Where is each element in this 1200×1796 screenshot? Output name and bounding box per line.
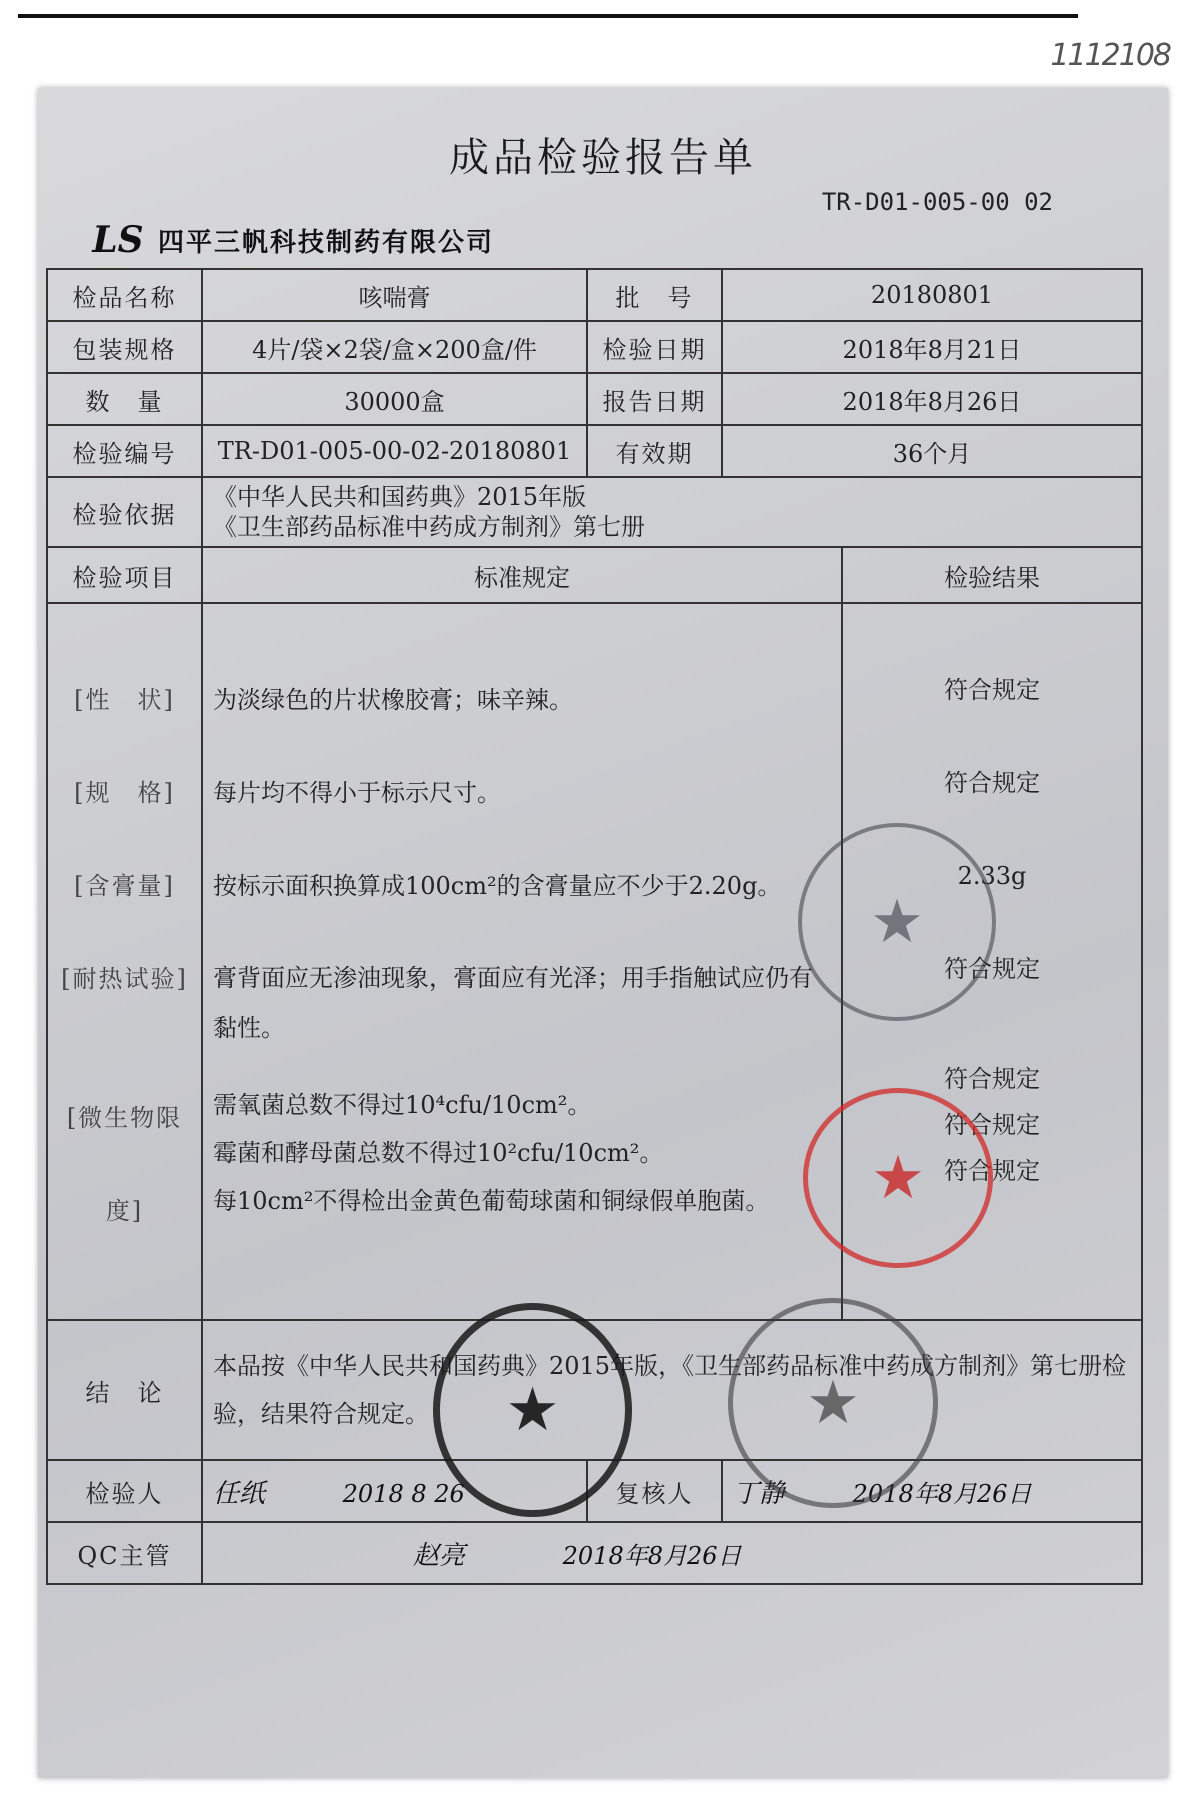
basis-line-1: 《中华人民共和国药典》2015年版 (213, 483, 587, 511)
item-standard: 为淡绿色的片状橡胶膏；味辛辣。 (213, 686, 573, 714)
inspector-date: 2018 8 26 (342, 1479, 465, 1508)
table-row (47, 373, 1142, 425)
qc-signature-cell (202, 1522, 1142, 1584)
quantity-value: 30000盒 (202, 373, 587, 425)
reviewer-signature-cell (722, 1460, 1142, 1522)
item-result: 2.33g (957, 862, 1027, 890)
inspector-signature: 任纸 (213, 1478, 266, 1509)
item-standard: 每片均不得小于标示尺寸。 (213, 779, 501, 807)
item-standards-cell (202, 603, 842, 1320)
form-number: TR-D01-005-00 02 (821, 188, 1053, 216)
star-icon: ★ (505, 1375, 560, 1445)
basis-line-2: 《卫生部药品标准中药成方制剂》第七册 (213, 513, 645, 541)
company-name: 四平三帆科技制药有限公司 (158, 227, 495, 258)
table-row (47, 477, 1142, 547)
table-row (47, 1460, 1142, 1522)
report-title: 成品检验报告单 (449, 135, 757, 181)
basis-label: 检验依据 (47, 477, 202, 547)
report-date-value: 2018年8月26日 (722, 373, 1142, 425)
item-result: 符合规定 (944, 1111, 1040, 1139)
item-name: [微生物限度] (66, 1104, 183, 1225)
column-header-standard: 标准规定 (202, 547, 842, 603)
items-row (47, 603, 1142, 1320)
microbial-line: 霉菌和酵母菌总数不得过10²cfu/10cm²。 (213, 1139, 664, 1167)
inspector-label: 检验人 (47, 1460, 202, 1522)
microbial-line: 需氧菌总数不得过10⁴cfu/10cm²。 (213, 1091, 592, 1119)
company-header (88, 216, 494, 264)
column-header-item: 检验项目 (47, 547, 202, 603)
table-row (47, 321, 1142, 373)
item-results-cell (842, 603, 1142, 1320)
inspect-date-label: 检验日期 (587, 321, 722, 373)
table-row (47, 1320, 1142, 1460)
inspect-date-value: 2018年8月21日 (722, 321, 1142, 373)
inspection-table (46, 268, 1143, 1585)
item-name: [性 状] (74, 686, 175, 714)
qc-signature: 赵亮 (413, 1540, 466, 1571)
product-name-label: 检品名称 (47, 269, 202, 321)
scan-top-line (18, 14, 1078, 18)
company-logo: LS (92, 219, 144, 261)
item-standard: 按标示面积换算成100cm²的含膏量应不少于2.20g。 (213, 872, 782, 900)
microbial-line: 每10cm²不得检出金黄色葡萄球菌和铜绿假单胞菌。 (213, 1187, 770, 1215)
inspector-signature-cell (202, 1460, 587, 1522)
package-spec-value: 4片/袋×2袋/盒×200盒/件 (202, 321, 587, 373)
column-header-result: 检验结果 (842, 547, 1142, 603)
qc-date: 2018年8月26日 (562, 1541, 742, 1570)
reviewer-date: 2018年8月26日 (852, 1479, 1032, 1508)
item-standard: 膏背面应无渗油现象，膏面应有光泽；用手指触试应仍有黏性。 (213, 964, 813, 1042)
item-result: 符合规定 (944, 955, 1040, 983)
microbial-results (853, 1056, 1131, 1194)
star-icon: ★ (870, 887, 924, 957)
report-date-label: 报告日期 (587, 373, 722, 425)
item-names-cell (47, 603, 202, 1320)
product-name-value: 咳喘膏 (202, 269, 587, 321)
conclusion-label: 结 论 (47, 1320, 202, 1460)
microbial-standard (213, 1073, 831, 1225)
report-sheet (38, 88, 1168, 1778)
quantity-label: 数 量 (47, 373, 202, 425)
validity-value: 36个月 (722, 425, 1142, 477)
item-name: [耐热试验] (61, 965, 188, 993)
batch-number-value: 20180801 (722, 269, 1142, 321)
validity-label: 有效期 (587, 425, 722, 477)
table-row (47, 269, 1142, 321)
inspection-code-value: TR-D01-005-00-02-20180801 (202, 425, 587, 477)
table-row (47, 1522, 1142, 1584)
qc-label: QC主管 (47, 1522, 202, 1584)
star-icon: ★ (871, 1143, 925, 1213)
reviewer-label: 复核人 (587, 1460, 722, 1522)
table-row (47, 547, 1142, 603)
corner-handwritten-note: 1112108 (1050, 38, 1170, 73)
table-row (47, 425, 1142, 477)
item-result: 符合规定 (944, 1065, 1040, 1093)
conclusion-text: 本品按《中华人民共和国药典》2015年版，《卫生部药品标准中药成方制剂》第七册检验，结果符合规定。 (202, 1320, 1142, 1460)
package-label: 包装规格 (47, 321, 202, 373)
item-name: [含膏量] (74, 872, 175, 900)
item-result: 符合规定 (944, 769, 1040, 797)
item-result: 符合规定 (944, 676, 1040, 704)
inspection-code-label: 检验编号 (47, 425, 202, 477)
reviewer-signature: 丁静 (733, 1478, 786, 1509)
batch-label: 批 号 (587, 269, 722, 321)
basis-value (202, 477, 1142, 547)
item-result: 符合规定 (944, 1157, 1040, 1185)
star-icon: ★ (806, 1368, 860, 1438)
item-name: [规 格] (74, 779, 175, 807)
